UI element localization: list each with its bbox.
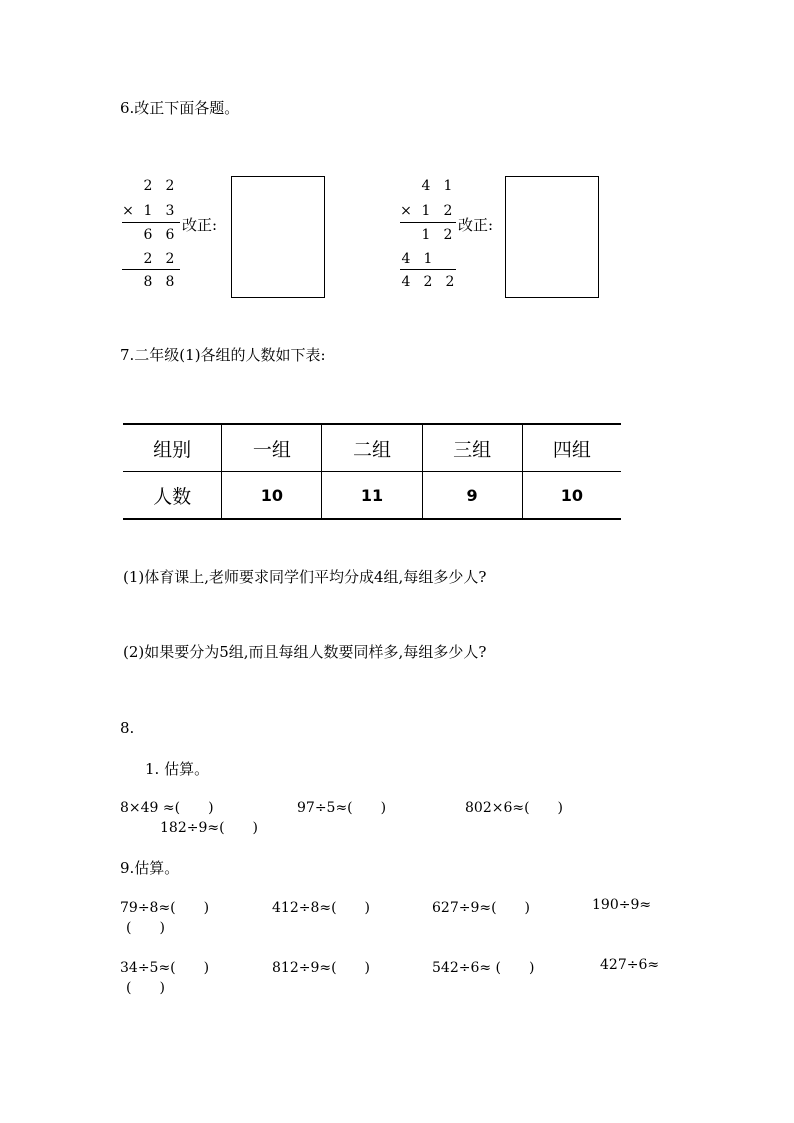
vertical-calculation-2 — [398, 178, 468, 298]
estimate-item: 627÷9≈( ) — [432, 900, 531, 916]
q6-title: 6.改正下面各题。 — [120, 99, 240, 117]
estimate-item: 182÷9≈( ) — [160, 820, 259, 836]
table-cell: 10 — [522, 472, 621, 520]
table-cell: 9 — [422, 472, 522, 520]
estimate-item: 412÷8≈( ) — [272, 900, 371, 916]
q8-title: 8. — [120, 719, 135, 737]
estimate-item: 190÷9≈ — [592, 897, 652, 913]
digit: 2 — [445, 274, 455, 290]
q7-subquestion-1: (1)体育课上,老师要求同学们平均分成4组,每组多少人? — [123, 568, 487, 586]
estimate-item-wrap: ( ) — [126, 980, 165, 996]
digit: 2 — [143, 251, 153, 267]
digit: 6 — [165, 227, 175, 243]
digit: 8 — [143, 274, 153, 290]
calc-line — [400, 269, 456, 270]
q7-title: 7.二年级(1)各组的人数如下表: — [120, 346, 326, 364]
estimate-item: 812÷9≈( ) — [272, 960, 371, 976]
digit: 1 — [421, 203, 431, 219]
calc-line — [400, 222, 456, 223]
digit: 1 — [143, 203, 153, 219]
digit: 2 — [143, 178, 153, 194]
estimate-item: 542÷6≈ ( ) — [432, 960, 535, 976]
estimate-item-wrap: ( ) — [126, 920, 165, 936]
correction-box-1[interactable] — [231, 176, 325, 298]
table-cell: 10 — [222, 472, 322, 520]
table-cell: 人数 — [123, 472, 222, 520]
times-sign: × — [400, 203, 412, 219]
correction-label-2: 改正: — [458, 216, 494, 234]
digit: 2 — [443, 227, 453, 243]
q8-subtitle: 1. 估算。 — [145, 760, 210, 778]
q7-subquestion-2: (2)如果要分为5组,而且每组人数要同样多,每组多少人? — [123, 643, 487, 661]
digit: 2 — [443, 203, 453, 219]
vertical-calculation-1 — [122, 178, 192, 298]
digit: 8 — [165, 274, 175, 290]
group-count-table — [123, 423, 621, 520]
calc-line — [122, 222, 180, 223]
digit: 2 — [423, 274, 433, 290]
estimate-item: 427÷6≈ — [600, 957, 660, 973]
digit: 4 — [421, 178, 431, 194]
table-cell: 11 — [322, 472, 422, 520]
calc-line — [122, 269, 180, 270]
digit: 1 — [443, 178, 453, 194]
correction-box-2[interactable] — [505, 176, 599, 298]
estimate-item: 79÷8≈( ) — [120, 900, 210, 916]
digit: 2 — [165, 251, 175, 267]
digit: 6 — [143, 227, 153, 243]
digit: 2 — [165, 178, 175, 194]
table-cell: 一组 — [222, 424, 322, 472]
q9-title: 9.估算。 — [120, 859, 180, 877]
times-sign: × — [122, 203, 134, 219]
table-row — [123, 472, 621, 520]
estimate-item: 97÷5≈( ) — [297, 800, 387, 816]
digit: 3 — [165, 203, 175, 219]
digit: 1 — [421, 227, 431, 243]
digit: 4 — [401, 251, 411, 267]
table-cell: 组别 — [123, 424, 222, 472]
estimate-item: 34÷5≈( ) — [120, 960, 210, 976]
table-cell: 四组 — [522, 424, 621, 472]
estimate-item: 802×6≈( ) — [465, 800, 564, 816]
table-cell: 三组 — [422, 424, 522, 472]
digit: 1 — [423, 251, 433, 267]
table-cell: 二组 — [322, 424, 422, 472]
table-header-row — [123, 424, 621, 472]
digit: 4 — [401, 274, 411, 290]
estimate-item: 8×49 ≈( ) — [120, 800, 214, 816]
correction-label-1: 改正: — [182, 216, 218, 234]
